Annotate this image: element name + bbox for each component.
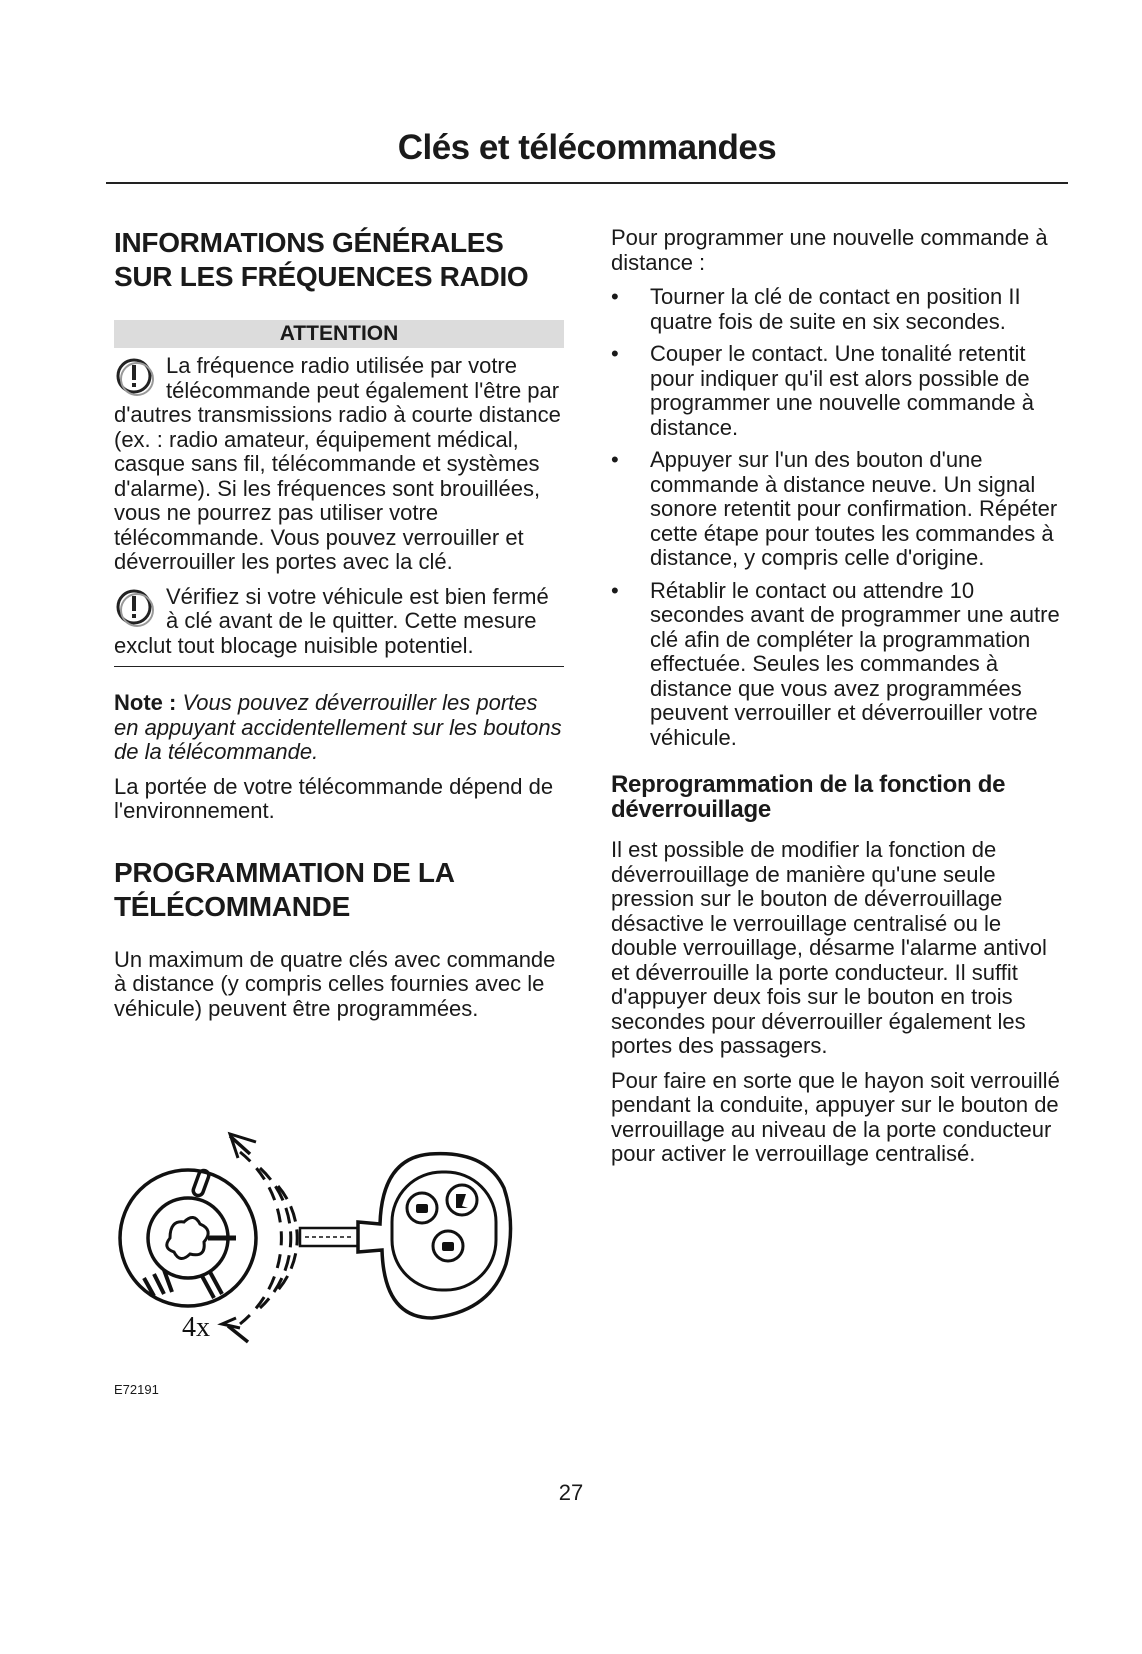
programming-text: Un maximum de quatre clés avec commande à distance (y compris celles fournies avec le véhicule) peuvent être programmées. xyxy=(114,946,556,1021)
section-heading-programming: PROGRAMMATION DE LA TÉLÉCOMMANDE xyxy=(114,856,454,922)
step-text: Rétablir le contact ou attendre 10 secondes avant de programmer une autre clé afin de compléter la programmation effectuée. Seules les commandes à distance que vous avez programmées peuvent verrouiller et déverrouiller votre véhicule. xyxy=(650,577,1060,750)
note xyxy=(114,691,564,765)
list-item xyxy=(611,579,1065,751)
warning-end-rule xyxy=(114,666,564,667)
right-column xyxy=(611,226,1065,1167)
section-heading-radio-frequencies: INFORMATIONS GÉNÉRALES SUR LES FRÉQUENCES RADIO xyxy=(114,227,529,292)
warning-header: ATTENTION xyxy=(114,320,564,348)
tailgate-text: Pour faire en sorte que le hayon soit verrouillé pendant la conduite, appuyer sur le bouton de verrouillage au niveau de la porte conducteur pour activer le verrouillage centralisé. xyxy=(611,1067,1060,1166)
step-text: Tourner la clé de contact en position II quatre fois de suite en six secondes. xyxy=(650,284,1021,334)
bullet: • xyxy=(611,447,619,472)
title-rule xyxy=(106,182,1068,184)
warning-icon xyxy=(114,356,158,400)
reprogramming-text: Il est possible de modifier la fonction de déverrouillage de manière qu'une seule pression sur le bouton de déverrouillage désactive le verrouillage centralisé ou le double verrouillage, désarme l'alarme antivol et déverrouille la porte conducteur. Il suffit d'appuyer deux fois sur le bouton en trois secondes pour déverrouiller également les portes des passagers. xyxy=(611,837,1047,1058)
warning-text: La fréquence radio utilisée par votre télécommande peut également l'être par d'autres transmissions radio à courte distance (ex. : radio amateur, équipement médical, casque sans fil, télécommande et systèmes d'alarme). Si les fréquences sont brouillées, vous ne pourrez pas utiliser votre télécommande. Vous pouvez verrouiller et déverrouiller les portes avec la clé. xyxy=(114,353,561,574)
subheading-reprogramming: Reprogrammation de la fonction de déverrouillage xyxy=(611,771,1006,823)
bullet: • xyxy=(611,577,619,603)
warning-item xyxy=(114,354,564,575)
step-text: Appuyer sur l'un des bouton d'une commande à distance neuve. Un signal sonore retentit pour confirmation. Répéter cette étape pour toutes les commandes à distance, y compris celle d'origine. xyxy=(650,447,1058,570)
programming-intro: Pour programmer une nouvelle commande à distance : xyxy=(611,225,1048,275)
bullet: • xyxy=(611,284,619,309)
figure-code: E72191 xyxy=(114,1382,159,1397)
figure-label: 4x xyxy=(182,1312,210,1343)
bullet: • xyxy=(611,341,619,366)
page-number: 27 xyxy=(558,1480,584,1505)
note-label: Note : xyxy=(114,690,177,715)
note-text: Vous pouvez déverrouiller les portes en appuyant accidentellement sur les boutons de la télécommande. xyxy=(114,690,562,764)
warning-icon xyxy=(114,587,158,631)
page-title: Clés et télécommandes xyxy=(397,128,777,167)
list-item xyxy=(611,342,1065,440)
left-column xyxy=(114,226,564,1021)
list-item xyxy=(611,285,1065,334)
range-text: La portée de votre télécommande dépend de l'environnement. xyxy=(114,773,554,823)
key-ignition-figure xyxy=(110,1128,550,1348)
warning-item xyxy=(114,585,564,659)
step-text: Couper le contact. Une tonalité retentit pour indiquer qu'il est alors possible de programmer une nouvelle commande à distance. xyxy=(650,341,1034,440)
list-item xyxy=(611,448,1065,571)
programming-steps xyxy=(611,285,1065,750)
warning-text: Vérifiez si votre véhicule est bien fermé à clé avant de le quitter. Cette mesure exclut tout blocage nuisible potentiel. xyxy=(114,583,549,658)
